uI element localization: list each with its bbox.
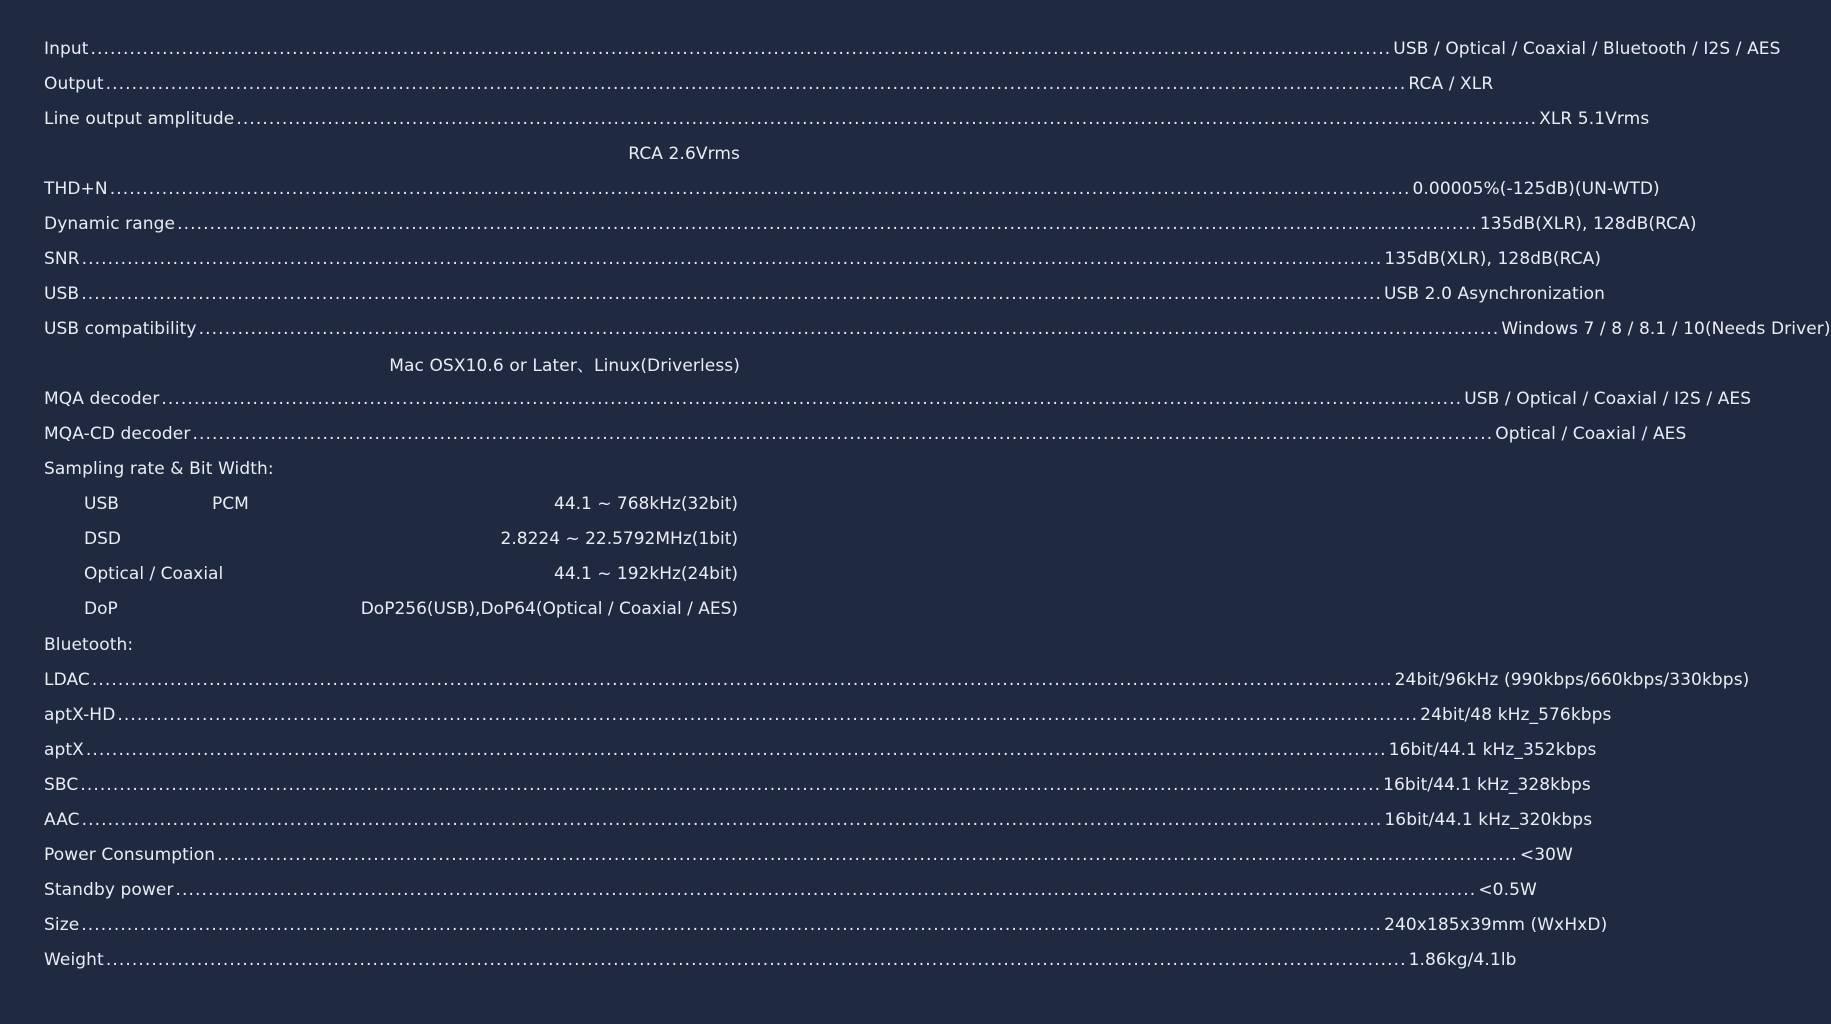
spec-label: Dynamic range — [44, 213, 176, 234]
spec-label: Size — [44, 914, 80, 935]
spec-value: XLR 5.1Vrms — [1539, 108, 1650, 129]
spec-label: USB compatibility — [44, 318, 197, 339]
spec-label: THD+N — [44, 178, 108, 199]
spec-value: USB / Optical / Coaxial / I2S / AES — [1464, 388, 1752, 409]
spec-label: Line output amplitude — [44, 108, 235, 129]
spec-value: 135dB(XLR), 128dB(RCA) — [1479, 213, 1697, 234]
spec-row-line-output-rca — [44, 136, 740, 171]
spec-label: DoP — [84, 598, 118, 619]
spec-value: 44.1 ~ 192kHz(24bit) — [554, 563, 738, 584]
spec-label: MQA decoder — [44, 388, 160, 409]
sampling-row-usb — [84, 486, 738, 521]
spec-row-line-output — [44, 101, 1650, 136]
spec-row-usb-compat — [44, 311, 1831, 346]
leader-dots: ........................................................................................................................................................................................................ — [117, 704, 1419, 725]
leader-dots: ........................................................................................................................................................................................................ — [105, 949, 1407, 970]
spec-row-sbc — [44, 767, 1591, 802]
spec-row-aptx — [44, 732, 1597, 767]
spec-value: 16bit/44.1 kHz_320kbps — [1384, 809, 1593, 830]
leader-dots: ........................................................................................................................................................................................................ — [217, 844, 1518, 865]
leader-dots: ........................................................................................................................................................................................................ — [192, 423, 1494, 444]
spec-label: Input — [44, 38, 89, 59]
spec-label: aptX-HD — [44, 704, 116, 725]
spec-row-output — [44, 66, 1494, 101]
spec-label: AAC — [44, 809, 80, 830]
spec-value: USB 2.0 Asynchronization — [1383, 283, 1605, 304]
spec-label: aptX — [44, 739, 84, 760]
spec-label: Standby power — [44, 879, 174, 900]
spec-row-mqa-cd — [44, 416, 1687, 451]
spec-label: SBC — [44, 774, 79, 795]
spec-value: 44.1 ~ 768kHz(32bit) — [554, 493, 738, 514]
spec-value: 24bit/48 kHz_576kbps — [1420, 704, 1612, 725]
spec-label: USB — [44, 283, 80, 304]
leader-dots: ........................................................................................................................................................................................................ — [105, 73, 1407, 94]
leader-dots: ........................................................................................................................................................................................................ — [161, 388, 1463, 409]
spec-value: RCA 2.6Vrms — [628, 143, 740, 164]
section-heading-bluetooth — [44, 627, 740, 662]
section-heading-sampling — [44, 451, 740, 486]
spec-row-ldac — [44, 662, 1750, 697]
spec-row-input — [44, 31, 1781, 66]
spec-value: 16bit/44.1 kHz_352kbps — [1388, 739, 1597, 760]
spec-value: 16bit/44.1 kHz_328kbps — [1383, 774, 1591, 795]
spec-row-thd — [44, 171, 1660, 206]
spec-value: 0.00005%(-125dB)(UN-WTD) — [1412, 178, 1660, 199]
spec-row-standby — [44, 872, 1537, 907]
spec-label: Optical / Coaxial — [84, 563, 224, 584]
spec-value: USB / Optical / Coaxial / Bluetooth / I2S / AES — [1393, 38, 1781, 59]
sampling-row-dop — [84, 591, 738, 626]
spec-value: 2.8224 ~ 22.5792MHz(1bit) — [500, 528, 738, 549]
sampling-row-dsd — [84, 521, 738, 556]
spec-label: DSD — [84, 528, 121, 549]
spec-value: RCA / XLR — [1408, 73, 1494, 94]
spec-sublabel: PCM — [212, 493, 249, 514]
spec-value: Windows 7 / 8 / 8.1 / 10(Needs Driver) — [1501, 318, 1831, 339]
spec-value: Optical / Coaxial / AES — [1495, 423, 1687, 444]
spec-row-dynamic-range — [44, 206, 1697, 241]
spec-value: <0.5W — [1478, 879, 1537, 900]
spec-row-snr — [44, 241, 1602, 276]
leader-dots: ........................................................................................................................................................................................................ — [198, 318, 1500, 339]
leader-dots: ........................................................................................................................................................................................................ — [236, 108, 1538, 129]
spec-value: 1.86kg/4.1lb — [1408, 949, 1517, 970]
spec-row-weight — [44, 942, 1517, 977]
spec-label: USB — [84, 493, 119, 514]
heading-text: Sampling rate & Bit Width: — [44, 458, 274, 479]
spec-label: MQA-CD decoder — [44, 423, 191, 444]
leader-dots: ........................................................................................................................................................................................................ — [80, 774, 1382, 795]
leader-dots: ........................................................................................................................................................................................................ — [91, 669, 1393, 690]
spec-row-aptx-hd — [44, 697, 1612, 732]
spec-label: LDAC — [44, 669, 90, 690]
sampling-row-optical — [84, 556, 738, 591]
leader-dots: ........................................................................................................................................................................................................ — [81, 809, 1383, 830]
spec-row-usb-compat-mac — [44, 346, 740, 381]
spec-row-size — [44, 907, 1608, 942]
spec-label: Output — [44, 73, 104, 94]
spec-value: DoP256(USB),DoP64(Optical / Coaxial / AES) — [360, 598, 738, 619]
spec-row-power — [44, 837, 1573, 872]
leader-dots: ........................................................................................................................................................................................................ — [109, 178, 1411, 199]
leader-dots: ........................................................................................................................................................................................................ — [81, 283, 1382, 304]
spec-value: 135dB(XLR), 128dB(RCA) — [1384, 248, 1602, 269]
spec-row-mqa — [44, 381, 1752, 416]
leader-dots: ........................................................................................................................................................................................................ — [90, 38, 1392, 59]
spec-row-aac — [44, 802, 1593, 837]
spec-label: Power Consumption — [44, 844, 216, 865]
leader-dots: ........................................................................................................................................................................................................ — [175, 879, 1477, 900]
spec-value: 24bit/96kHz (990kbps/660kbps/330kbps) — [1394, 669, 1750, 690]
spec-value: 240x185x39mm (WxHxD) — [1384, 914, 1608, 935]
leader-dots: ........................................................................................................................................................................................................ — [177, 213, 1478, 234]
leader-dots: ........................................................................................................................................................................................................ — [85, 739, 1387, 760]
spec-value: Mac OSX10.6 or Later、Linux(Driverless) — [389, 356, 740, 376]
leader-dots: ........................................................................................................................................................................................................ — [81, 248, 1383, 269]
spec-value: <30W — [1519, 844, 1573, 865]
spec-label: SNR — [44, 248, 80, 269]
leader-dots: ........................................................................................................................................................................................................ — [81, 914, 1383, 935]
spec-row-usb — [44, 276, 1605, 311]
heading-text: Bluetooth: — [44, 634, 134, 655]
spec-label: Weight — [44, 949, 104, 970]
